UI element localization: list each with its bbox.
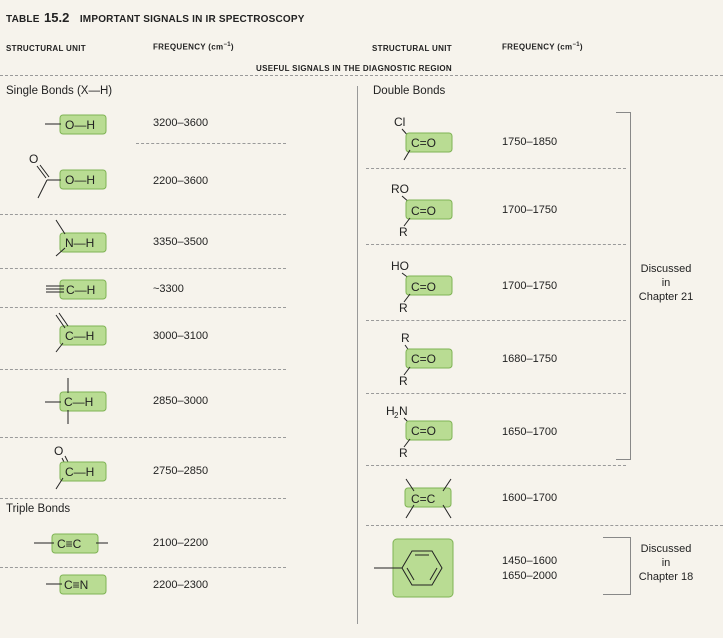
freq-acid-chloride: 1750–1850 [502,136,558,148]
svg-text:N: N [399,404,408,418]
header-frequency-left: FREQUENCY $(cm^{-1})$ [153,42,234,52]
svg-text:R: R [401,331,410,345]
freq-aromatic-2: 1650–2000 [502,570,558,582]
alkyne-cc-structure [34,534,108,553]
acid-chloride-structure [394,115,452,160]
freq-nitrile: 2200–2300 [153,579,209,591]
svg-text:RO: RO [391,182,409,196]
freq-oh-alcohol: 3200–3600 [153,117,209,129]
header-structural-unit-left: STRUCTURAL UNIT [6,44,86,53]
svg-text:R: R [399,301,408,315]
section-single-bonds: Single Bonds (X—H) [6,85,113,97]
freq-aromatic-1: 1450–1600 [502,555,558,567]
svg-text:N—H: N—H [65,236,95,250]
freq-aldehyde-ch: 2750–2850 [153,465,209,477]
note-chapter21: Discussed in Chapter 21 [638,263,694,303]
svg-text:H: H [386,404,395,418]
svg-text:R: R [399,225,408,239]
amine-nh-structure [56,220,106,256]
svg-text:Cl: Cl [394,115,406,129]
svg-text:O—H: O—H [65,118,95,132]
svg-text:C≡N: C≡N [64,578,89,592]
svg-text:O: O [54,444,64,458]
freq-sp3-ch: 2850–3000 [153,395,209,407]
note-chapter18: Discussed in Chapter 18 [638,543,694,583]
svg-text:HO: HO [391,259,409,273]
freq-alkyne-ch: ~3300 [153,283,184,295]
ketone-structure [399,331,452,388]
svg-text:C=O: C=O [411,280,437,294]
svg-text:C≡C: C≡C [57,537,82,551]
svg-text:R: R [399,374,408,388]
header-diagnostic-region: USEFUL SIGNALS IN THE DIAGNOSTIC REGION [256,64,453,73]
svg-text:C—H: C—H [65,465,95,479]
aldehyde-ch-structure [54,444,106,489]
freq-alkene-cc: 1600–1700 [502,492,558,504]
carboxylic-acid-oh-structure [29,152,106,198]
freq-ketone: 1680–1750 [502,353,558,365]
freq-carboxylic-acid: 1700–1750 [502,280,558,292]
section-triple-bonds: Triple Bonds [6,503,71,515]
svg-text:O: O [29,152,39,166]
ester-structure [391,182,452,239]
freq-amide: 1650–1700 [502,426,558,438]
freq-oh-acid: 2200–3600 [153,175,209,187]
sp3-ch-structure [45,378,106,424]
svg-text:C=O: C=O [411,424,437,438]
svg-text:2: 2 [394,411,399,420]
table-number: 15.2 [44,10,70,25]
svg-text:R: R [399,446,408,460]
freq-alkyne-cc: 2100–2200 [153,537,209,549]
freq-nh: 3350–3500 [153,236,209,248]
svg-text:C=O: C=O [411,352,437,366]
header-structural-unit-right: STRUCTURAL UNIT [372,44,452,53]
svg-text:O—H: O—H [65,173,95,187]
nitrile-structure [46,575,106,594]
freq-ester: 1700–1750 [502,204,558,216]
alkyne-ch-structure [46,280,106,299]
svg-text:C—H: C—H [64,395,94,409]
section-double-bonds: Double Bonds [373,85,446,97]
table-caption: TABLE 15.2 IMPORTANT SIGNALS IN IR SPECTROSCOPY [6,10,305,25]
header-frequency-right: FREQUENCY $(cm^{-1})$ [502,42,583,52]
svg-text:C=O: C=O [411,136,437,150]
carboxylic-acid-structure [391,259,452,315]
amide-structure [386,404,452,460]
alkene-cc-structure [405,479,451,518]
aromatic-ring-structure [374,539,453,597]
freq-alkene-ch: 3000–3100 [153,330,209,342]
svg-text:C=O: C=O [411,204,437,218]
svg-text:C=C: C=C [411,492,436,506]
svg-text:C—H: C—H [66,283,96,297]
alkene-ch-structure [56,313,106,352]
alcohol-oh-structure [45,115,106,134]
table-title: IMPORTANT SIGNALS IN IR SPECTROSCOPY [79,14,305,25]
svg-text:C—H: C—H [65,329,95,343]
